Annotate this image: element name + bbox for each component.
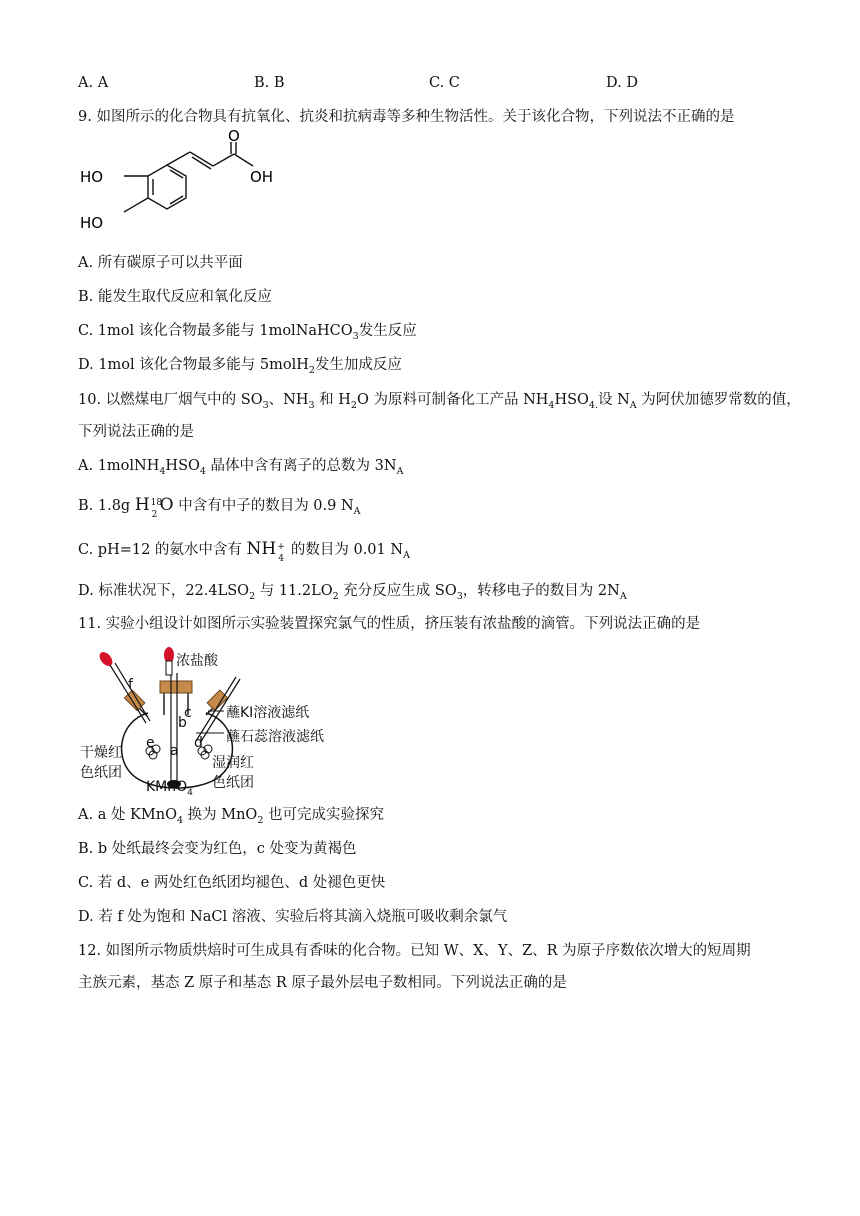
conc-hcl-label: 浓盐酸	[176, 653, 218, 669]
kmno4-label: KMnO$_4$	[146, 779, 193, 798]
wet-red-paper-label-1: 湿润红	[212, 755, 254, 771]
label-a: a	[170, 743, 179, 759]
q10-option-a: A. $1molNH_4HSO_4$ 晶体中含有离子的总数为 $3N_A$	[78, 458, 404, 477]
q11-option-c: C. 若 d、e 两处红色纸团均褪色、d 处褪色更快	[78, 875, 386, 891]
q9-option-d: D. 1mol 该化合物最多能与 5molH$_2$发生加成反应	[78, 357, 402, 376]
q8-options	[78, 73, 778, 93]
dry-red-paper-label-1: 干燥红	[80, 745, 122, 761]
q11-option-b: B. b 处纸最终会变为红色，c 处变为黄褐色	[78, 841, 357, 857]
q12-stem-line1: 12. 如图所示物质烘焙时可生成具有香味的化合物。已知 W、X、Y、Z、R 为原子序数依次增大的短周期	[78, 943, 751, 959]
q8-option-d: D. D	[606, 75, 638, 91]
q10-option-c: C. pH=12 的氨水中含有 NH + 4 的数目为 0.01 $N_A$	[78, 539, 410, 564]
q8-option-a: A. A	[78, 75, 109, 91]
litmus-paper-label: 蘸石蕊溶液滤纸	[226, 729, 324, 745]
q12-stem-line2: 主族元素，基态 Z 原子和基态 R 原子最外层电子数相同。下列说法正确的是	[78, 975, 567, 991]
q10-stem-line1: 10. 以燃煤电厂烟气中的 $SO_3$、$NH_3$ 和 $H_2O$ 为原料可制备化工产品 $NH_4HSO_{4.}$设 $N_A$ 为阿伏加德罗常数的值，	[78, 392, 801, 411]
label-e: e	[146, 735, 155, 751]
label-b: b	[178, 715, 187, 731]
q9-option-c: C. 1mol 该化合物最多能与 1molNaHCO$_3$发生反应	[78, 323, 417, 342]
q10-stem-line2: 下列说法正确的是	[78, 424, 194, 440]
oh-label: OH	[250, 168, 274, 186]
carbonyl-o-label: O	[228, 127, 240, 145]
q11-option-a: A. a 处 KMnO$_4$ 换为 MnO$_2$ 也可完成实验探究	[78, 807, 384, 826]
caffeic-acid-structure	[78, 127, 288, 238]
q9-stem: 9. 如图所示的化合物具有抗氧化、抗炎和抗病毒等多种生物活性。关于该化合物，下列说法不正确的是	[78, 109, 735, 125]
label-f: f	[128, 677, 133, 693]
q8-option-b: B. B	[254, 75, 285, 91]
ho-top-label: HO	[80, 168, 104, 186]
q8-option-c: C. C	[429, 75, 460, 91]
wet-red-paper-label-2: 色纸团	[212, 775, 254, 791]
q11-option-d: D. 若 f 处为饱和 NaCl 溶液、实验后将其滴入烧瓶可吸收剩余氯气	[78, 909, 508, 925]
label-d: d	[194, 735, 203, 751]
q11-stem: 11. 实验小组设计如图所示实验装置探究氯气的性质，挤压装有浓盐酸的滴管。下列说法正确的是	[78, 616, 701, 632]
chlorine-apparatus-diagram	[78, 645, 348, 798]
ho-bottom-label: HO	[80, 214, 104, 232]
label-c: c	[184, 705, 192, 721]
q9-option-a: A. 所有碳原子可以共平面	[78, 255, 243, 271]
dry-red-paper-label-2: 色纸团	[80, 765, 122, 781]
q9-option-b: B. 能发生取代反应和氧化反应	[78, 289, 272, 305]
ki-paper-label: 蘸KI溶液滤纸	[226, 705, 310, 721]
q10-option-b: B. 1.8g H 18 2 O 中含有中子的数目为 0.9 $N_A$	[78, 495, 361, 520]
q10-option-d: D. 标准状况下，$22.4LSO_2$ 与 $11.2LO_2$ 充分反应生成 $SO_3$，转移电子的数目为 $2N_A$	[78, 583, 627, 602]
